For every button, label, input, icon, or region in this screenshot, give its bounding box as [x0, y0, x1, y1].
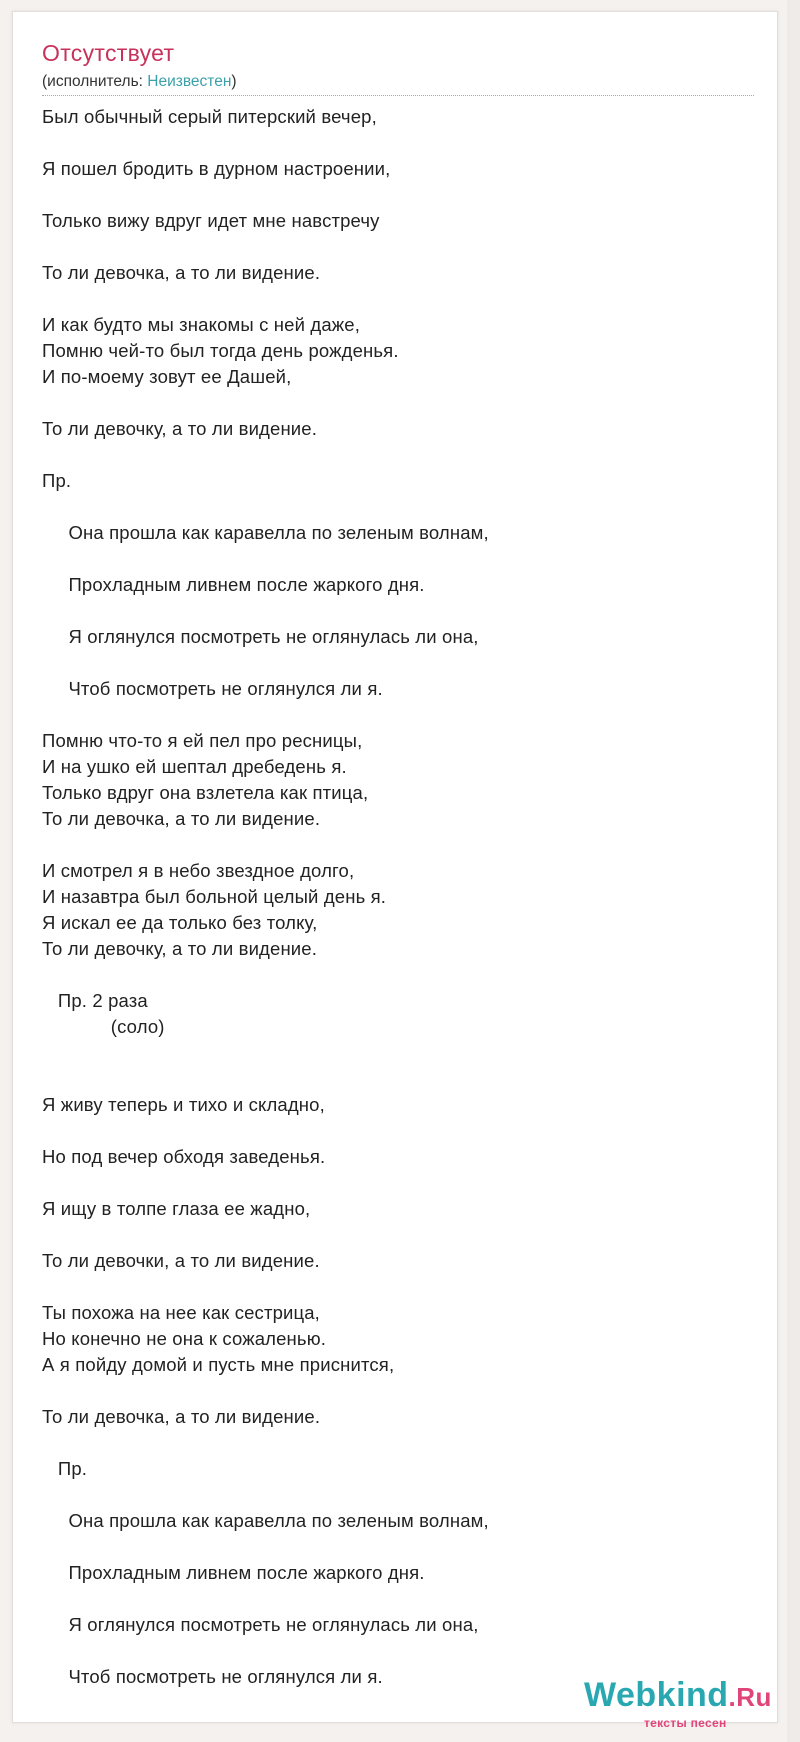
site-logo[interactable] — [584, 1676, 772, 1715]
lyrics-text: Был обычный серый питерский вечер, Я пошел бродить в дурном настроении, Только вижу вдруг идет мне навстречу То ли девочка, а то ли видение. И как будто мы знакомы с ней даже, Помню чей-то был тогда день рожденья. И по-моему зовут ее Дашей, То ли девочку, а то ли видение. Пр. Она прошла как каравелла по зеленым волнам, Прохладным ливнем после жаркого дня. Я оглянулся посмотреть не оглянулась ли она, Чтоб посмотреть не оглянулся ли я. Помню что-то я ей пел про ресницы, И на ушко ей шептал дребедень я. Только вдруг она взлетела как птица, То ли девочка, а то ли видение. И смотрел я в небо звездное долго, И назавтра был больной целый день я. Я искал ее да только без толку, То ли девочку, а то ли видение. Пр. 2 раза (соло) Я живу теперь и тихо и складно, Но под вечер обходя заведенья. Я ищу в толпе глаза ее жадно, То ли девочки, а то ли видение. Ты похожа на нее как сестрица, Но конечно не она к сожаленью. А я пойду домой и пусть мне приснится, То ли девочка, а то ли видение. Пр. Она прошла как каравелла по зеленым волнам, Прохладным ливнем после жаркого дня. Я оглянулся посмотреть не оглянулась ли она, Чтоб посмотреть не оглянулся ли я. — [42, 106, 489, 1687]
artist-prefix: (исполнитель: — [42, 73, 148, 90]
song-title: Отсутствует — [42, 40, 175, 66]
logo-tagline: тексты песен — [644, 1716, 727, 1730]
page-side-strip — [787, 0, 800, 1742]
artist-line — [42, 73, 237, 91]
logo-tld-text: .Ru — [728, 1682, 772, 1712]
title-divider — [42, 95, 754, 96]
logo-main-text: Webkind — [584, 1676, 729, 1714]
artist-suffix: ) — [231, 73, 237, 90]
artist-link[interactable]: Неизвестен — [147, 73, 232, 90]
